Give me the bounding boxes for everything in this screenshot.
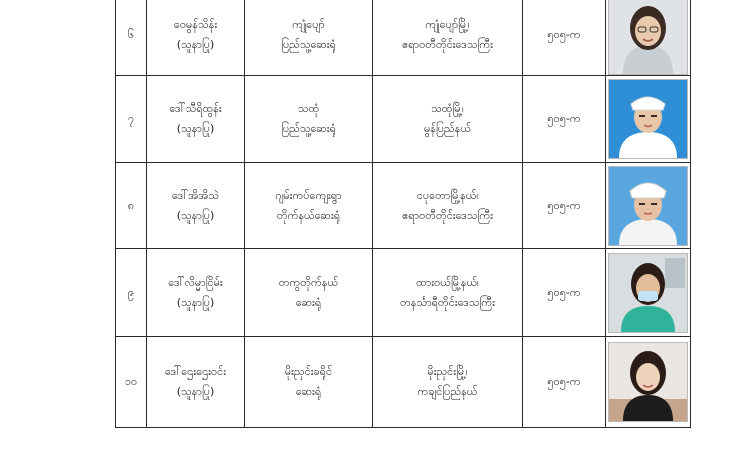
address-line-1: ကျုံပျော်မြို့၊ [425,18,470,31]
workplace-line-1: ကျုံပျော် [292,18,325,31]
workplace-cell [245,337,373,428]
staff-role: (သူနာပြု) [176,385,215,398]
workplace-line-1: သထုံ [297,102,320,115]
address-line-2: ဧရာဝတီတိုင်းဒေသကြီး [402,208,493,222]
address-line-2: မွန်ပြည်နယ် [423,122,472,135]
address-cell [373,76,523,163]
address-cell [373,337,523,428]
address-line-1: သထုံမြို့၊ [431,102,464,115]
workplace-line-2: ပြည်သူ့ဆေးရုံ [281,38,336,51]
name-cell [147,0,245,76]
photo-cell [606,76,691,163]
staff-name: ဝေမွန်သိန်း [173,18,218,31]
staff-name: ဒေါ်အိအိသဲ [171,188,220,202]
table-row [116,249,691,337]
table-row [116,337,691,428]
workplace-line-2: ပြည်သူ့ဆေးရုံ [281,122,336,135]
code-cell: ၅၀၅-က [523,0,606,76]
table-row [116,0,691,76]
portrait-photo [608,342,688,422]
staff-name: ဒေါ်လိမ္မာငြိမ်း [168,275,223,289]
workplace-cell [245,0,373,76]
portrait-photo [608,253,688,333]
staff-role: (သူနာပြု) [176,122,215,135]
row-number: ၉ [116,249,147,337]
portrait-photo [608,0,688,75]
staff-name: ဒေါ်သီရိထွန်း [169,102,222,115]
portrait-photo-icon [609,0,687,74]
address-cell [373,249,523,337]
workplace-line-2: တိုက်နယ်ဆေးရုံ [276,208,341,222]
code-cell: ၅၀၅-က [523,76,606,163]
staff-role: (သူနာပြု) [176,295,215,309]
workplace-line-1: ဂျမ်းကပ်ကျေးရွာ [275,188,342,202]
portrait-photo [608,79,688,159]
workplace-line-2: ဆေးရုံ [295,385,322,398]
portrait-photo-icon [609,343,687,421]
staff-name: ဒေါ်ဌေးဌေးဝင်း [164,365,227,378]
staff-role: (သူနာပြု) [176,38,215,51]
name-cell [147,337,245,428]
staff-role: (သူနာပြု) [176,208,215,222]
table-row [116,76,691,163]
code-cell: ၅၀၅-က [523,249,606,337]
portrait-photo-icon [609,167,687,245]
address-line-2: ကချင်ပြည်နယ် [417,385,478,398]
staff-table [115,0,691,428]
address-line-1: ထားဝယ်မြို့နယ်၊ [416,275,479,289]
name-cell [147,76,245,163]
address-cell [373,0,523,76]
photo-cell [606,249,691,337]
address-line-2: ဧရာဝတီတိုင်းဒေသကြီး [402,38,493,51]
photo-cell [606,163,691,249]
code-cell: ၅၀၅-က [523,337,606,428]
workplace-cell [245,76,373,163]
name-cell [147,163,245,249]
address-line-1: မိုးညှင်းမြို့၊ [427,365,468,378]
name-cell [147,249,245,337]
workplace-line-1: တကွတိုက်နယ် [278,275,339,289]
photo-cell [606,337,691,428]
row-number: ၈ [116,163,147,249]
portrait-photo-icon [609,254,687,332]
address-line-1: ငပုတောမြို့နယ်၊ [416,188,479,202]
workplace-cell [245,249,373,337]
portrait-photo [608,166,688,246]
workplace-line-2: ဆေးရုံ [295,295,322,309]
table-row [116,163,691,249]
address-line-2: တနင်္သာရီတိုင်းဒေသကြီး [400,295,495,309]
row-number: ၆ [116,0,147,76]
code-cell: ၅၀၅-က [523,163,606,249]
portrait-photo-icon [609,80,687,158]
address-cell [373,163,523,249]
row-number: ၇ [116,76,147,163]
row-number: ၁၀ [116,337,147,428]
workplace-line-1: မိုးညှင်းခရိုင် [284,365,333,378]
photo-cell [606,0,691,76]
workplace-cell [245,163,373,249]
